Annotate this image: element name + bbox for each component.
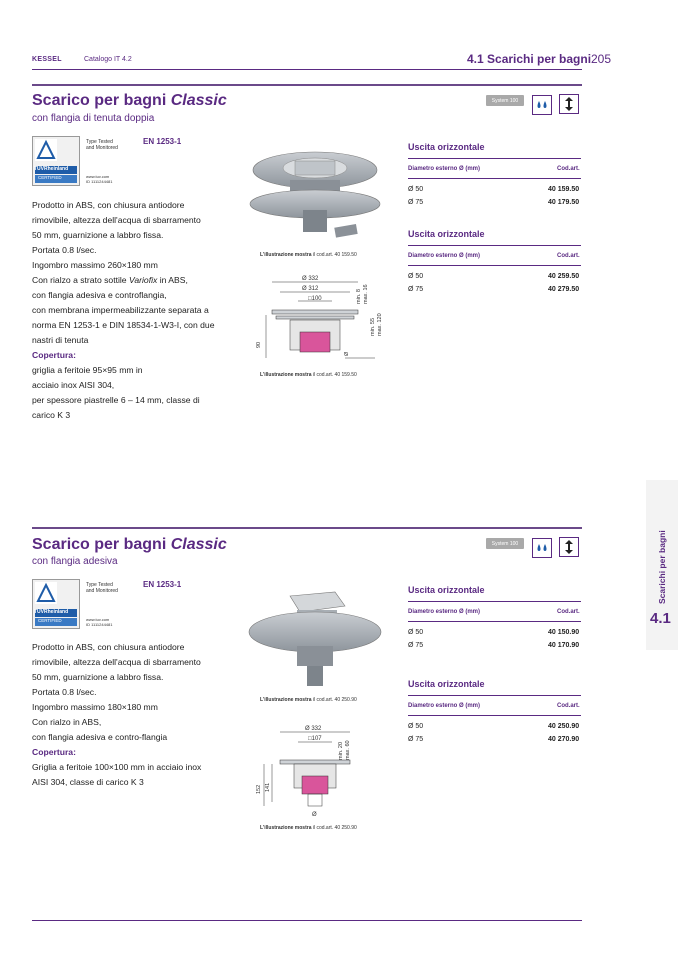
dim-label: □107 <box>308 736 322 742</box>
tuv-line2: and Monitored <box>86 145 118 151</box>
tuv-url: www.tuv.com <box>86 174 110 179</box>
product-2-rule <box>32 527 582 529</box>
desc-line: con membrana impermeabilizzante separata a <box>32 305 209 315</box>
table-col-diameter: Diametro esterno Ø (mm) <box>408 703 481 709</box>
table-col-diameter: Diametro esterno Ø (mm) <box>408 253 481 259</box>
dim-label: 90 <box>256 341 262 348</box>
caption: L'illustrazione mostra il cod.art. 40 250.90 <box>260 825 357 831</box>
table-rule <box>408 178 581 179</box>
table-cell-diameter: Ø 75 <box>408 199 424 206</box>
dim-label: Ø <box>344 351 350 356</box>
standard-label: EN 1253-1 <box>143 137 182 146</box>
cover-label: Copertura: <box>32 747 76 757</box>
desc-line: norma EN 1253-1 e DIN 18534-1-W3-I, con due <box>32 320 215 330</box>
desc-line: con flangia adesiva e controflangia, <box>32 290 167 300</box>
tuv-stamp: CERTIFIED <box>38 175 62 180</box>
table-cell-diameter: Ø 75 <box>408 642 424 649</box>
table-cell-diameter: Ø 50 <box>408 186 424 193</box>
table-col-code: Cod.art. <box>557 253 580 259</box>
desc-line: 50 mm, guarnizione a labbro fissa. <box>32 672 164 682</box>
dim-label: Ø <box>312 812 317 818</box>
system-badge: System 100 <box>486 95 524 106</box>
table-cell-diameter: Ø 75 <box>408 286 424 293</box>
dim-label: max. 60 <box>345 740 351 760</box>
product-1-photo <box>245 148 385 248</box>
tuv-brand: TÜVRheinland <box>34 609 69 615</box>
tuv-line2: and Monitored <box>86 588 118 594</box>
desc-line: 50 mm, guarnizione a labbro fissa. <box>32 230 164 240</box>
product-1-rule <box>32 84 582 86</box>
product-2-description <box>32 640 232 790</box>
table-cell-code: 40 250.90 <box>548 723 580 730</box>
desc-line: nastri di tenuta <box>32 335 89 345</box>
dim-label: Ø 332 <box>302 276 319 282</box>
table-cell-diameter: Ø 50 <box>408 273 424 280</box>
tuv-id: ID 1111244481 <box>86 622 113 627</box>
table-title: Uscita orizzontale <box>408 585 485 595</box>
desc-line: con flangia adesiva e contro-flangia <box>32 732 168 742</box>
water-drops-icon <box>532 95 552 115</box>
header-divider <box>32 69 582 70</box>
table-cell-diameter: Ø 50 <box>408 723 424 730</box>
cover-line: AISI 304, classe di carico K 3 <box>32 777 144 787</box>
standard-label: EN 1253-1 <box>143 580 182 589</box>
desc-line: Prodotto in ABS, con chiusura antiodore <box>32 200 185 210</box>
brand-name: KESSEL <box>32 56 62 63</box>
side-tab-text: Scarichi per bagni <box>657 530 667 604</box>
tuv-brand: TÜVRheinland <box>34 166 69 172</box>
page-number: 205 <box>591 52 612 66</box>
table-cell-code: 40 170.90 <box>548 642 580 649</box>
desc-line: Ingombro massimo 180×180 mm <box>32 702 158 712</box>
dim-label: max. 120 <box>377 313 383 336</box>
table-col-code: Cod.art. <box>557 166 580 172</box>
table-cell-code: 40 259.50 <box>548 273 580 280</box>
footer-divider <box>32 920 582 921</box>
water-drops-icon <box>532 538 552 558</box>
desc-line: Ingombro massimo 260×180 mm <box>32 260 158 270</box>
height-adjust-icon <box>559 94 579 114</box>
table-col-diameter: Diametro esterno Ø (mm) <box>408 166 481 172</box>
table-cell-code: 40 179.50 <box>548 199 580 206</box>
system-badge: System 100 <box>486 538 524 549</box>
table-rule <box>408 715 581 716</box>
desc-line: rimovibile, altezza dell'acqua di sbarramento <box>32 657 201 667</box>
dim-label: max. 16 <box>363 284 369 304</box>
tuv-stamp: CERTIFIED <box>38 618 62 623</box>
table-col-code: Cod.art. <box>557 703 580 709</box>
product-1-description <box>32 198 232 423</box>
table-rule <box>408 695 581 696</box>
caption: L'illustrazione mostra il cod.art. 40 159.50 <box>260 372 357 378</box>
table-rule <box>408 245 581 246</box>
dim-label: 152 <box>256 784 262 794</box>
height-adjust-icon <box>559 537 579 557</box>
table-rule <box>408 265 581 266</box>
tuv-id: ID 1111244481 <box>86 179 113 184</box>
table-col-code: Cod.art. <box>557 609 580 615</box>
desc-line: Prodotto in ABS, con chiusura antiodore <box>32 642 185 652</box>
tuv-line1: Type Tested <box>86 582 113 588</box>
side-tab-label <box>655 526 669 606</box>
cover-line: acciaio inox AISI 304, <box>32 380 115 390</box>
dim-label: 141 <box>265 782 271 792</box>
cover-line: Griglia a feritoie 100×100 mm in acciaio inox <box>32 762 202 772</box>
table-rule <box>408 601 581 602</box>
caption: L'illustrazione mostra il cod.art. 40 250.90 <box>260 697 357 703</box>
product-2-title: Scarico per bagni Classic <box>32 536 227 553</box>
product-2-subtitle: con flangia adesiva <box>32 556 118 567</box>
table-cell-code: 40 150.90 <box>548 629 580 636</box>
cover-line: carico K 3 <box>32 410 71 420</box>
table-cell-diameter: Ø 50 <box>408 629 424 636</box>
desc-line-variofix: Con rialzo a strato sottile Variofix in ABS, <box>32 275 188 285</box>
desc-line: rimovibile, altezza dell'acqua di sbarramento <box>32 215 201 225</box>
product-1-title: Scarico per bagni Classic <box>32 92 227 109</box>
product-1-technical-drawing <box>250 270 390 370</box>
table-title: Uscita orizzontale <box>408 142 485 152</box>
table-cell-code: 40 159.50 <box>548 186 580 193</box>
table-cell-diameter: Ø 75 <box>408 736 424 743</box>
table-rule <box>408 621 581 622</box>
product-2-technical-drawing <box>250 720 370 820</box>
dim-label: min. 20 <box>338 741 344 760</box>
cover-line: per spessore piastrelle 6 – 14 mm, classe di <box>32 395 200 405</box>
catalog-label: Catalogo IT 4.2 <box>84 56 132 63</box>
product-2-photo <box>245 588 385 693</box>
dim-label: Ø 312 <box>302 286 319 292</box>
desc-line: Portata 0.8 l/sec. <box>32 687 97 697</box>
tuv-url: www.tuv.com <box>86 617 110 622</box>
table-cell-code: 40 270.90 <box>548 736 580 743</box>
desc-line: Con rialzo in ABS, <box>32 717 102 727</box>
dim-label: Ø 332 <box>305 726 322 732</box>
dim-label: □100 <box>308 296 322 302</box>
table-cell-code: 40 279.50 <box>548 286 580 293</box>
cover-label: Copertura: <box>32 350 76 360</box>
dim-label: min. 8 <box>356 289 362 304</box>
desc-line: Portata 0.8 l/sec. <box>32 245 97 255</box>
table-title: Uscita orizzontale <box>408 679 485 689</box>
tuv-line1: Type Tested <box>86 139 113 145</box>
table-rule <box>408 158 581 159</box>
product-1-subtitle: con flangia di tenuta doppia <box>32 113 155 124</box>
caption: L'illustrazione mostra il cod.art. 40 159.50 <box>260 252 357 258</box>
table-title: Uscita orizzontale <box>408 229 485 239</box>
side-tab-number: 4.1 <box>650 610 671 627</box>
dim-label: min. 55 <box>370 317 376 336</box>
table-col-diameter: Diametro esterno Ø (mm) <box>408 609 481 615</box>
cover-line: griglia a feritoie 95×95 mm in <box>32 365 143 375</box>
section-title: 4.1 Scarichi per bagni <box>467 52 592 66</box>
